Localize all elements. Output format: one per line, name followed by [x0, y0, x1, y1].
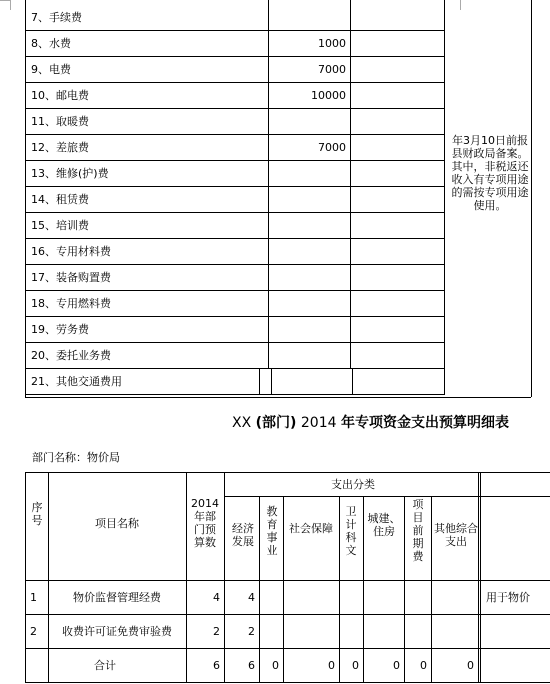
upper-col-divider [271, 368, 272, 394]
expense-label: 12、差旅费 [31, 141, 89, 154]
expense-label: 10、邮电费 [31, 89, 89, 102]
upper-bottom-border [25, 397, 531, 398]
expense-amount: 10000 [311, 89, 346, 102]
page-title [232, 414, 509, 432]
expense-label: 11、取暖费 [31, 115, 89, 128]
total-social: 0 [328, 659, 335, 672]
upper-col-divider [350, 0, 351, 368]
department-name: 部门名称：物价局 [32, 451, 120, 464]
row-divider [25, 290, 445, 291]
row-note: 用于物价 [486, 591, 530, 604]
expense-amount: 1000 [318, 37, 346, 50]
col-divider [480, 472, 481, 682]
row-project-name: 收费许可证免费审验费 [62, 625, 172, 638]
col-divider [339, 496, 340, 682]
total-edu: 0 [272, 659, 279, 672]
col-divider [48, 472, 49, 682]
header-divider [224, 496, 550, 497]
row-divider [25, 108, 445, 109]
header-budget: 2014年部门预算数 [191, 497, 219, 549]
row-divider [25, 342, 445, 343]
header-category-group: 支出分类 [331, 478, 375, 491]
col-divider [363, 496, 364, 682]
corner-mark [460, 0, 461, 10]
title-year: 2014 [300, 415, 337, 431]
row-divider [25, 238, 445, 239]
row-budget: 2 [213, 625, 220, 638]
header-cat-health: 卫计科文 [345, 505, 357, 557]
corner-mark [10, 0, 11, 10]
expense-amount: 7000 [318, 63, 346, 76]
upper-col-divider [268, 0, 269, 368]
total-econ: 6 [248, 659, 255, 672]
expense-label: 19、劳务费 [31, 323, 89, 336]
expense-label: 16、专用材料费 [31, 245, 111, 258]
col-divider [404, 496, 405, 682]
header-cat-education: 教育事业 [266, 505, 278, 557]
row-divider [25, 394, 445, 395]
row-budget: 4 [213, 591, 220, 604]
row-seq: 2 [30, 625, 37, 638]
expense-label: 9、电费 [31, 63, 71, 76]
row-divider [25, 134, 445, 135]
col-divider [186, 472, 187, 682]
row-seq: 1 [30, 591, 37, 604]
title-dept: (部门) [255, 415, 297, 431]
row-divider [25, 82, 445, 83]
title-prefix: XX [232, 415, 252, 431]
row-divider [25, 160, 445, 161]
table-top-border [25, 472, 550, 473]
row-divider [25, 212, 445, 213]
header-cat-project: 项目前期费 [412, 498, 424, 563]
row-divider [25, 580, 550, 581]
expense-label: 7、手续费 [31, 11, 82, 24]
total-label: 合计 [94, 659, 116, 672]
col-divider [283, 496, 284, 682]
expense-label: 21、其他交通费用 [31, 375, 122, 388]
total-health: 0 [352, 659, 359, 672]
header-name: 项目名称 [95, 517, 139, 530]
col-divider [478, 472, 479, 682]
row-econ: 4 [248, 591, 255, 604]
filing-note: 年3月10日前报县财政局备案。其中，非税返还收入有专项用途的需按专项用途使用。 [451, 134, 529, 212]
col-divider [259, 496, 260, 682]
corner-mark [0, 0, 10, 1]
row-divider [25, 56, 445, 57]
header-seq: 序号 [31, 501, 43, 527]
header-cat-economic: 经济发展 [232, 522, 254, 548]
row-divider [25, 316, 445, 317]
total-project: 0 [420, 659, 427, 672]
header-cat-other: 其他综合支出 [434, 522, 478, 548]
col-divider [431, 496, 432, 682]
total-urban: 0 [393, 659, 400, 672]
header-cat-social: 社会保障 [289, 522, 333, 535]
upper-col-divider [444, 0, 445, 394]
row-divider [25, 368, 445, 369]
row-econ: 2 [248, 625, 255, 638]
upper-col-divider [259, 368, 260, 394]
row-divider [25, 30, 445, 31]
col-divider [25, 472, 26, 682]
total-other: 0 [467, 659, 474, 672]
expense-label: 17、装备购置费 [31, 271, 111, 284]
col-divider [224, 472, 225, 682]
row-project-name: 物价监督管理经费 [73, 591, 161, 604]
row-divider [25, 186, 445, 187]
title-rest: 年专项资金支出预算明细表 [340, 415, 509, 431]
header-cat-urban: 城建、住房 [367, 512, 401, 538]
expense-label: 20、委托业务费 [31, 349, 111, 362]
expense-label: 14、租赁费 [31, 193, 89, 206]
expense-label: 15、培训费 [31, 219, 89, 232]
expense-amount: 7000 [318, 141, 346, 154]
upper-left-border [25, 0, 26, 397]
upper-col-divider [352, 368, 353, 394]
upper-right-border [531, 0, 532, 397]
expense-label: 13、维修(护)费 [31, 167, 109, 180]
total-budget: 6 [213, 659, 220, 672]
row-divider [25, 648, 550, 649]
expense-label: 8、水费 [31, 37, 71, 50]
row-divider [25, 682, 550, 683]
row-divider [25, 264, 445, 265]
expense-label: 18、专用燃料费 [31, 297, 111, 310]
row-divider [25, 614, 550, 615]
